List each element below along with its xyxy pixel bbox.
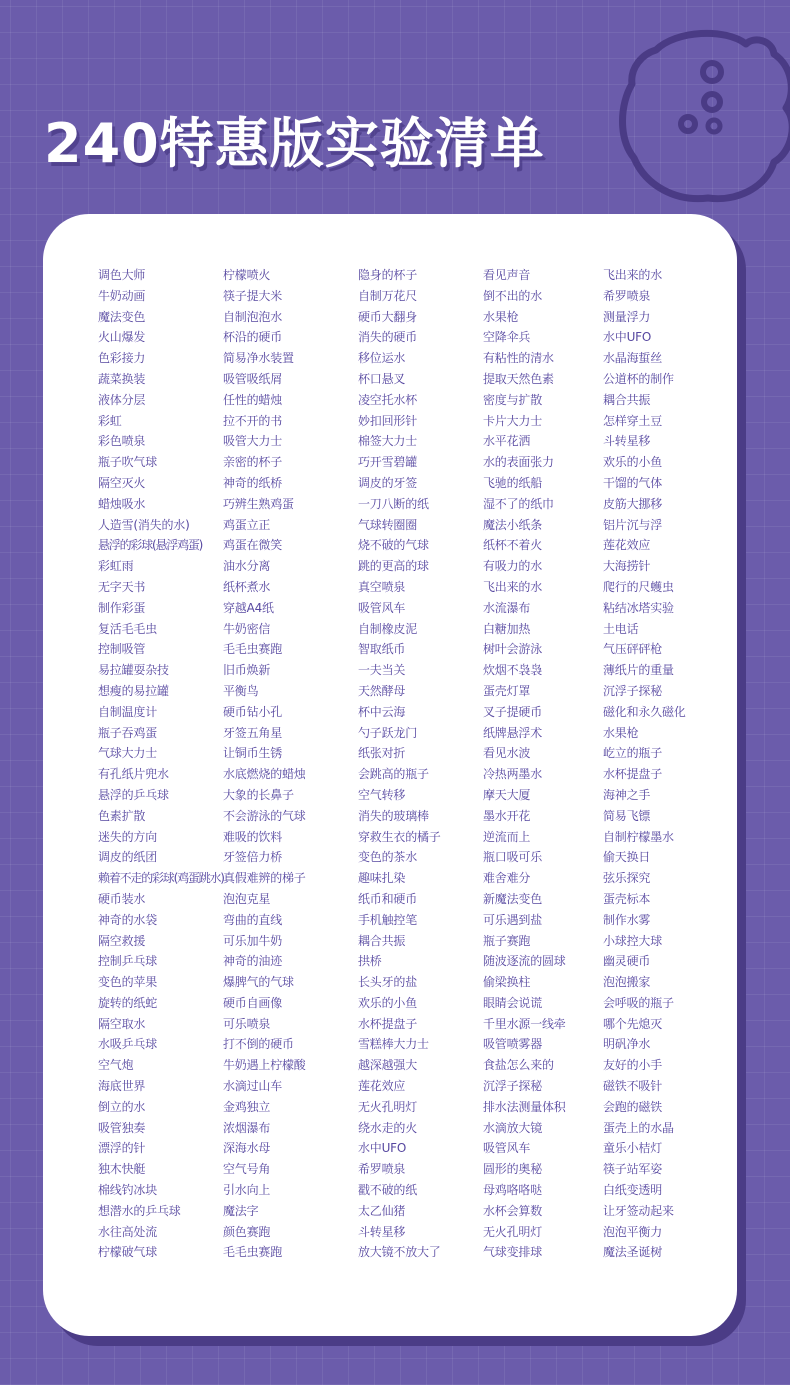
- experiment-item: 水杯会算数: [483, 1203, 543, 1218]
- experiment-item: 水吸乒乓球: [98, 1037, 158, 1052]
- experiment-item: 水果枪: [483, 309, 519, 324]
- experiment-item: 杯口悬叉: [358, 371, 406, 386]
- experiment-item: 怎样穿土豆: [603, 413, 663, 428]
- experiment-item: 人造雪(消失的水): [98, 517, 190, 532]
- experiment-item: 牙签倍力桥: [223, 850, 283, 865]
- experiment-item: 隔空取水: [98, 1016, 146, 1031]
- experiment-item: 天然酵母: [358, 683, 406, 698]
- experiment-item: 简易净水装置: [223, 351, 294, 366]
- experiment-item: 卡片大力士: [483, 413, 543, 428]
- experiment-item: 皮筋大挪移: [603, 496, 663, 511]
- experiment-item: 爆脾气的气球: [223, 975, 294, 990]
- experiment-column-4: [483, 265, 566, 1263]
- experiment-item: 毛毛虫赛跑: [223, 642, 283, 657]
- experiment-item: 耦合共振: [603, 392, 651, 407]
- experiment-item: 倒不出的水: [483, 288, 543, 303]
- experiment-item: 自制万花尺: [358, 288, 418, 303]
- experiment-item: 有吸力的水: [483, 559, 543, 574]
- experiment-item: 干馏的气体: [603, 475, 663, 490]
- experiment-item: 斗转星移: [603, 434, 651, 449]
- experiment-item: 真假难辨的梯子: [223, 871, 306, 886]
- experiment-item: 蛋壳标本: [603, 891, 651, 906]
- experiment-item: 大象的长鼻子: [223, 787, 294, 802]
- experiment-item: 自制橡皮泥: [358, 621, 418, 636]
- experiment-item: 树叶会游泳: [483, 642, 543, 657]
- experiment-item: 海神之手: [603, 787, 651, 802]
- experiment-item: 液体分层: [98, 392, 146, 407]
- experiment-item: 消失的玻璃棒: [358, 808, 429, 823]
- experiment-item: 打不倒的硬币: [223, 1037, 294, 1052]
- experiment-item: 穿越A4纸: [223, 600, 274, 615]
- experiment-item: 趣味扎染: [358, 871, 406, 886]
- experiment-item: 弯曲的直线: [223, 912, 283, 927]
- experiment-item: 飞驰的纸船: [483, 475, 543, 490]
- experiment-item: 吸管风车: [483, 1141, 531, 1156]
- experiment-column-5: [603, 265, 686, 1263]
- experiment-item: 太乙仙猪: [358, 1203, 406, 1218]
- experiment-item: 白纸变透明: [603, 1183, 663, 1198]
- experiment-item: 海底世界: [98, 1079, 146, 1094]
- experiment-item: 屹立的瓶子: [603, 746, 663, 761]
- experiment-item: 引水向上: [223, 1183, 271, 1198]
- experiment-item: 易拉罐耍杂技: [98, 663, 169, 678]
- experiment-item: 吸管大力士: [223, 434, 283, 449]
- experiment-item: 新魔法变色: [483, 891, 543, 906]
- experiment-item: 泡泡平衡力: [603, 1224, 663, 1239]
- experiment-item: 越深越强大: [358, 1058, 418, 1073]
- experiment-item: 摩天大厦: [483, 787, 531, 802]
- experiment-item: 悬浮的彩球(悬浮鸡蛋): [98, 538, 203, 553]
- experiment-item: 密度与扩散: [483, 392, 543, 407]
- experiment-item: 隐身的杯子: [358, 268, 418, 282]
- experiment-item: 漂浮的针: [98, 1141, 146, 1156]
- experiment-item: 杯中云海: [358, 704, 406, 719]
- experiment-item: 牙签五角星: [223, 725, 283, 740]
- experiment-item: 制作彩蛋: [98, 600, 146, 615]
- experiment-item: 牛奶遇上柠檬酸: [223, 1058, 306, 1073]
- experiment-item: 瓶子吹气球: [98, 455, 158, 470]
- experiment-item: 隔空灭火: [98, 475, 146, 490]
- experiment-item: 真空喷泉: [358, 579, 406, 594]
- experiment-item: 绕水走的火: [358, 1120, 418, 1135]
- experiment-item: 气球转圈圈: [358, 517, 418, 532]
- experiment-item: 粘结冰塔实验: [603, 600, 674, 615]
- experiment-item: 水杯提盘子: [358, 1016, 418, 1031]
- experiment-item: 炊烟不袅袅: [483, 663, 543, 678]
- experiment-item: 湿不了的纸巾: [483, 496, 554, 511]
- experiment-item: 筷子提大米: [223, 288, 283, 303]
- experiment-item: 赖着不走的彩球(鸡蛋跳水): [98, 871, 224, 886]
- experiment-item: 水晶海蜇丝: [603, 351, 663, 366]
- experiment-item: 柠檬喷火: [223, 268, 271, 282]
- experiment-item: 铝片沉与浮: [603, 517, 663, 532]
- experiment-item: 智取纸币: [358, 642, 406, 657]
- experiment-item: 随波逐流的圆球: [483, 954, 566, 969]
- experiment-item: 吸管独奏: [98, 1120, 146, 1135]
- experiment-item: 水平花洒: [483, 434, 531, 449]
- experiment-item: 巧辨生熟鸡蛋: [223, 496, 294, 511]
- experiment-item: 蛋壳灯罩: [483, 683, 531, 698]
- experiment-item: 看见声音: [483, 268, 531, 282]
- experiment-item: 自制温度计: [98, 704, 158, 719]
- experiment-item: 有粘性的清水: [483, 351, 554, 366]
- experiment-item: 变色的苹果: [98, 975, 158, 990]
- experiment-item: 放大镜不放大了: [358, 1245, 441, 1260]
- experiment-item: 魔法字: [223, 1203, 259, 1218]
- experiment-item: 调皮的纸团: [98, 850, 158, 865]
- experiment-item: 棉签大力士: [358, 434, 418, 449]
- experiment-item: 水的表面张力: [483, 455, 554, 470]
- experiment-item: 千里水源一线牵: [483, 1016, 566, 1031]
- experiment-item: 无字天书: [98, 579, 146, 594]
- experiment-item: 墨水开花: [483, 808, 531, 823]
- experiment-item: 瓶子吞鸡蛋: [98, 725, 158, 740]
- experiment-item: 凌空托水杯: [358, 392, 418, 407]
- experiment-item: 空气转移: [358, 787, 406, 802]
- experiment-item: 叉子提硬币: [483, 704, 543, 719]
- experiment-item: 欢乐的小鱼: [603, 455, 663, 470]
- experiment-item: 会呼吸的瓶子: [603, 995, 674, 1010]
- experiment-item: 雪糕棒大力士: [358, 1037, 429, 1052]
- experiment-item: 无火孔明灯: [358, 1099, 418, 1114]
- experiment-item: 调色大师: [98, 268, 146, 282]
- experiment-item: 彩虹雨: [98, 559, 134, 574]
- experiment-item: 柠檬破气球: [98, 1245, 158, 1260]
- experiment-item: 莲花效应: [603, 538, 651, 553]
- experiment-item: 瓶口吸可乐: [483, 850, 543, 865]
- experiment-item: 逆流而上: [483, 829, 531, 844]
- experiment-item: 可乐喷泉: [223, 1016, 271, 1031]
- experiment-item: 水滴放大镜: [483, 1120, 543, 1135]
- experiment-item: 吸管风车: [358, 600, 406, 615]
- experiment-item: 彩色喷泉: [98, 434, 146, 449]
- experiment-item: 飞出来的水: [603, 268, 663, 282]
- experiment-item: 薄纸片的重量: [603, 663, 674, 678]
- experiment-item: 浓烟瀑布: [223, 1120, 271, 1135]
- experiment-item: 母鸡咯咯哒: [483, 1183, 543, 1198]
- experiment-item: 水果枪: [603, 725, 639, 740]
- experiment-item: 硬币装水: [98, 891, 146, 906]
- experiment-item: 水底燃烧的蜡烛: [223, 767, 306, 782]
- experiment-item: 牛奶动画: [98, 288, 146, 303]
- experiment-item: 气压砰砰枪: [603, 642, 663, 657]
- experiment-item: 隔空救援: [98, 933, 146, 948]
- experiment-item: 魔法小纸条: [483, 517, 543, 532]
- experiment-item: 烧不破的气球: [358, 538, 429, 553]
- experiment-item: 斗转星移: [358, 1224, 406, 1239]
- experiment-item: 飞出来的水: [483, 579, 543, 594]
- experiment-item: 自制柠檬墨水: [603, 829, 674, 844]
- experiment-item: 硬币钻小孔: [223, 704, 283, 719]
- experiment-item: 吸管喷雾器: [483, 1037, 543, 1052]
- experiment-item: 公道杯的制作: [603, 371, 674, 386]
- experiment-item: 消失的硬币: [358, 330, 418, 345]
- experiment-item: 偷天换日: [603, 850, 651, 865]
- experiment-item: 气球大力士: [98, 746, 158, 761]
- experiment-item: 毛毛虫赛跑: [223, 1245, 283, 1260]
- experiment-item: 大海捞针: [603, 559, 651, 574]
- experiment-item: 磁铁不吸针: [603, 1079, 663, 1094]
- experiment-item: 棉线钓冰块: [98, 1183, 158, 1198]
- experiment-item: 纸牌悬浮术: [483, 725, 543, 740]
- experiment-item: 会跑的磁铁: [603, 1099, 663, 1114]
- experiment-item: 耦合共振: [358, 933, 406, 948]
- experiment-item: 自制泡泡水: [223, 309, 283, 324]
- experiment-item: 勺子跃龙门: [358, 725, 418, 740]
- experiment-item: 看见水波: [483, 746, 531, 761]
- experiment-item: 深海水母: [223, 1141, 271, 1156]
- experiment-item: 神奇的纸桥: [223, 475, 283, 490]
- experiment-item: 牛奶密信: [223, 621, 271, 636]
- experiment-column-1: [98, 265, 224, 1263]
- experiment-item: 偷梁换柱: [483, 975, 531, 990]
- experiment-item: 冷热两墨水: [483, 767, 543, 782]
- experiment-item: 弦乐探究: [603, 871, 651, 886]
- experiment-item: 拉不开的书: [223, 413, 283, 428]
- experiment-item: 眼睛会说谎: [483, 995, 543, 1010]
- experiment-item: 吸管吸纸屑: [223, 371, 283, 386]
- experiment-item: 幽灵硬币: [603, 954, 651, 969]
- experiment-item: 筷子站军姿: [603, 1162, 663, 1177]
- experiment-item: 难吸的饮料: [223, 829, 283, 844]
- page-title: 240特惠版实验清单: [44, 112, 545, 175]
- experiment-item: 想潜水的乒乓球: [98, 1203, 181, 1218]
- experiment-item: 复活毛毛虫: [98, 621, 158, 636]
- experiment-item: 小球控大球: [603, 933, 663, 948]
- experiment-item: 蛋壳上的水晶: [603, 1120, 674, 1135]
- experiment-item: 水滴过山车: [223, 1079, 283, 1094]
- experiment-item: 希罗喷泉: [603, 288, 651, 303]
- experiment-item: 巧开雪碧罐: [358, 455, 418, 470]
- experiment-item: 食盐怎么来的: [483, 1058, 554, 1073]
- experiment-item: 不会游泳的气球: [223, 808, 306, 823]
- experiment-item: 神奇的油迹: [223, 954, 283, 969]
- experiment-item: 任性的蜡烛: [223, 392, 283, 407]
- experiment-item: 神奇的水袋: [98, 912, 158, 927]
- experiment-item: 纸张对折: [358, 746, 406, 761]
- experiment-item: 鸡蛋立正: [223, 517, 271, 532]
- experiment-item: 水杯提盘子: [603, 767, 663, 782]
- experiment-item: 杯沿的硬币: [223, 330, 283, 345]
- experiment-item: 明矾净水: [603, 1037, 651, 1052]
- experiment-item: 拱桥: [358, 954, 382, 969]
- experiment-column-3: [358, 265, 441, 1263]
- experiment-item: 磁化和永久磁化: [603, 704, 686, 719]
- experiment-item: 长头牙的盐: [358, 975, 418, 990]
- experiment-item: 鸡蛋在微笑: [223, 538, 283, 553]
- experiment-item: 气球变排球: [483, 1245, 543, 1260]
- experiment-item: 控制乒乓球: [98, 954, 158, 969]
- experiment-item: 独木快艇: [98, 1162, 146, 1177]
- experiment-item: 土电话: [603, 621, 639, 636]
- experiment-item: 平衡鸟: [223, 683, 259, 698]
- experiment-item: 迷失的方向: [98, 829, 158, 844]
- experiment-item: 色彩接力: [98, 351, 146, 366]
- experiment-item: 水中UFO: [603, 330, 652, 345]
- experiment-item: 手机触控笔: [358, 912, 418, 927]
- experiment-item: 彩虹: [98, 413, 122, 428]
- experiment-item: 爬行的尺蠖虫: [603, 579, 674, 594]
- experiment-item: 妙扣回形针: [358, 413, 418, 428]
- experiment-item: 哪个先熄灭: [603, 1016, 663, 1031]
- experiment-item: 跳的更高的球: [358, 559, 429, 574]
- experiment-item: 火山爆发: [98, 330, 146, 345]
- experiment-item: 魔法圣诞树: [603, 1245, 663, 1260]
- experiment-item: 莲花效应: [358, 1079, 406, 1094]
- experiment-item: 一夫当关: [358, 663, 406, 678]
- cookie-icon: [616, 22, 790, 212]
- experiment-item: 白糖加热: [483, 621, 531, 636]
- experiment-item: 悬浮的乒乓球: [98, 787, 169, 802]
- experiment-item: 制作水雾: [603, 912, 651, 927]
- experiment-item: 水中UFO: [358, 1141, 407, 1156]
- experiment-item: 简易飞镖: [603, 808, 651, 823]
- experiment-item: 提取天然色素: [483, 371, 554, 386]
- experiment-item: 有孔纸片兜水: [98, 767, 169, 782]
- experiment-item: 让铜币生锈: [223, 746, 283, 761]
- experiment-item: 倒立的水: [98, 1099, 146, 1114]
- experiment-item: 控制吸管: [98, 642, 146, 657]
- experiment-item: 希罗喷泉: [358, 1162, 406, 1177]
- experiment-item: 泡泡克星: [223, 891, 271, 906]
- experiment-item: 蜡烛吸水: [98, 496, 146, 511]
- experiment-item: 难舍难分: [483, 871, 531, 886]
- experiment-item: 亲密的杯子: [223, 455, 283, 470]
- experiment-item: 戳不破的纸: [358, 1183, 418, 1198]
- experiment-item: 油水分离: [223, 559, 271, 574]
- experiment-item: 色素扩散: [98, 808, 146, 823]
- experiment-item: 水流瀑布: [483, 600, 531, 615]
- experiment-item: 想瘦的易拉罐: [98, 683, 169, 698]
- experiment-item: 瓶子赛跑: [483, 933, 531, 948]
- experiment-item: 欢乐的小鱼: [358, 995, 418, 1010]
- experiment-item: 旧币焕新: [223, 663, 271, 678]
- experiment-item: 旋转的纸蛇: [98, 995, 158, 1010]
- experiment-item: 泡泡搬家: [603, 975, 651, 990]
- experiment-item: 纸杯煮水: [223, 579, 271, 594]
- experiment-item: 一刀八断的纸: [358, 496, 429, 511]
- experiment-item: 友好的小手: [603, 1058, 663, 1073]
- experiment-item: 沉浮子探秘: [603, 683, 663, 698]
- experiment-item: 无火孔明灯: [483, 1224, 543, 1239]
- experiment-item: 排水法测量体积: [483, 1099, 566, 1114]
- experiment-item: 空气炮: [98, 1058, 134, 1073]
- experiment-item: 硬币大翻身: [358, 309, 418, 324]
- experiment-item: 纸杯不着火: [483, 538, 543, 553]
- experiment-item: 金鸡独立: [223, 1099, 271, 1114]
- experiment-item: 圆形的奥秘: [483, 1162, 543, 1177]
- experiment-item: 空降伞兵: [483, 330, 531, 345]
- experiment-item: 可乐加牛奶: [223, 933, 283, 948]
- experiment-item: 魔法变色: [98, 309, 146, 324]
- experiment-item: 穿救生衣的橘子: [358, 829, 441, 844]
- experiment-item: 纸币和硬币: [358, 891, 418, 906]
- experiment-item: 童乐小桔灯: [603, 1141, 663, 1156]
- experiment-item: 移位运水: [358, 351, 406, 366]
- experiment-item: 水往高处流: [98, 1224, 158, 1239]
- experiment-item: 沉浮子探秘: [483, 1079, 543, 1094]
- experiment-item: 会跳高的瓶子: [358, 767, 429, 782]
- experiment-item: 颜色赛跑: [223, 1224, 271, 1239]
- experiment-item: 变色的茶水: [358, 850, 418, 865]
- experiment-item: 空气号角: [223, 1162, 271, 1177]
- experiment-item: 可乐遇到盐: [483, 912, 543, 927]
- experiment-item: 调皮的牙签: [358, 475, 418, 490]
- experiment-item: 让牙签动起来: [603, 1203, 674, 1218]
- experiment-column-2: [223, 265, 306, 1263]
- experiment-item: 蔬菜换装: [98, 371, 146, 386]
- experiment-item: 测量浮力: [603, 309, 651, 324]
- experiment-item: 硬币自画像: [223, 995, 283, 1010]
